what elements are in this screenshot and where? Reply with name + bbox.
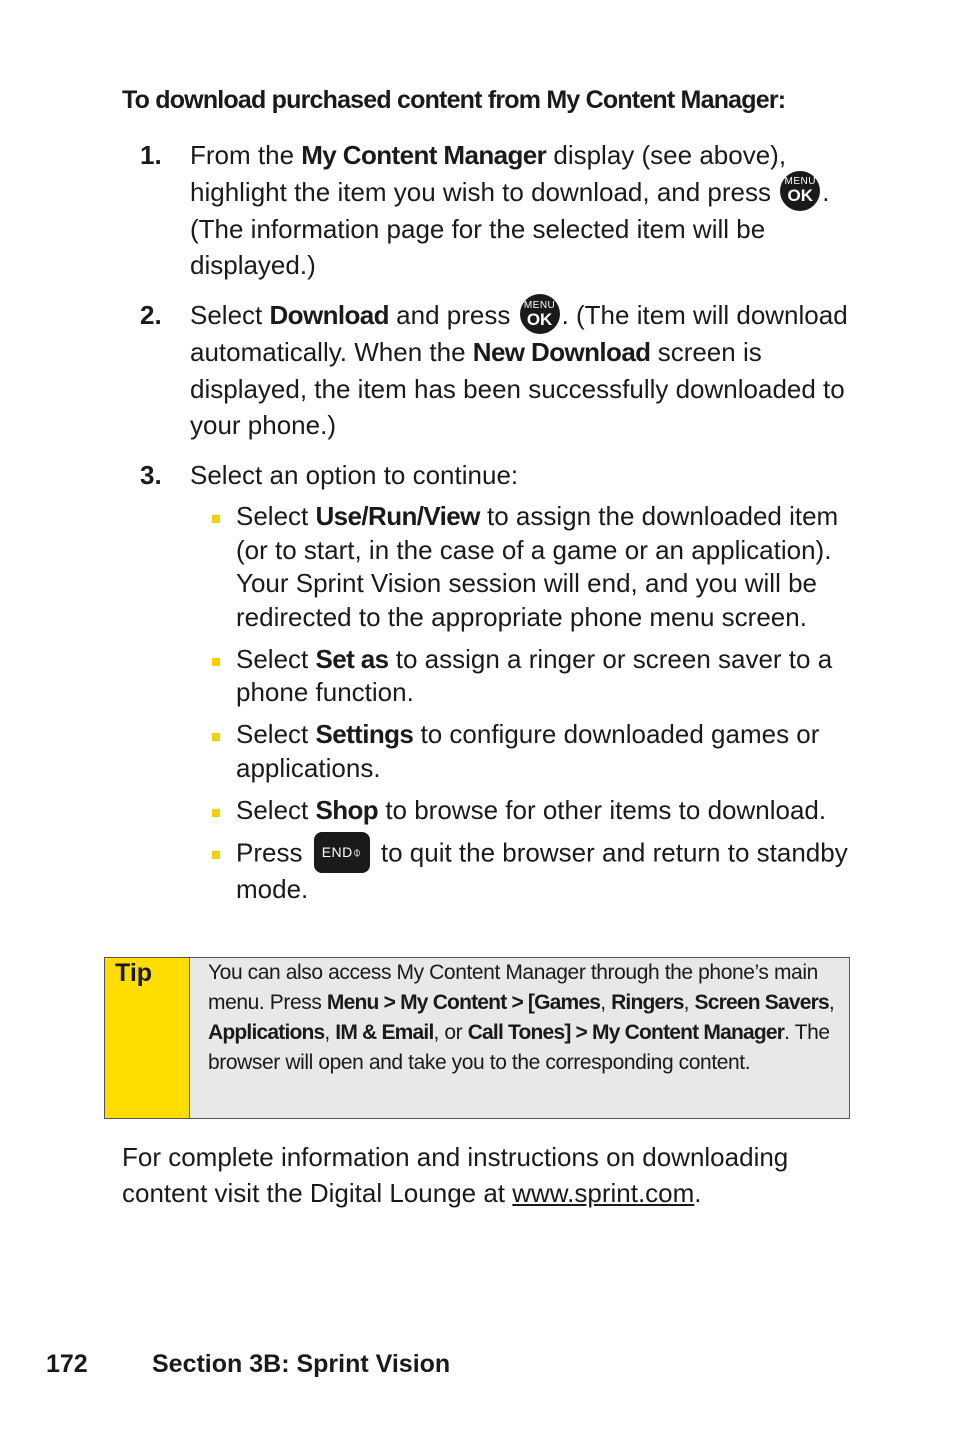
option-text: Select [236,794,316,825]
step-text-part: . (The information page for the selected item will be displayed.) [190,176,830,281]
tip-box [104,957,850,1119]
tip-text-part: , [828,991,835,1014]
tip-bold-term: Ringers [611,991,684,1014]
end-key-icon: END⌽ [314,832,370,874]
step-1 [140,137,865,284]
tip-text-part: , or [433,1021,468,1044]
menu-ok-key-icon [520,294,560,334]
option-text: Select [236,501,316,531]
option-text: to assign the downloaded item (or to start, in the case of a game or an application). Your Sprint Vision session will end, and you will be redirected to the appropriate phone menu screen. [236,501,839,632]
closing-text: For complete information and instructions on downloading content visit the Digital Lounge at [122,1142,789,1208]
bullet-square-icon [212,515,220,523]
option-text: to quit the browser and return to standby mode. [236,837,848,904]
step-bold-term: My Content Manager [301,140,547,170]
step-text-part: . (The item will download automatically. When the [190,300,848,368]
tip-label: Tip [105,958,190,1118]
tip-bold-term: Screen Savers [694,991,829,1014]
option-use-run-view [212,500,857,634]
bullet-square-icon [212,809,220,817]
option-text: Press [236,837,310,868]
option-text: Select [236,719,316,749]
key-label: MENU [784,176,816,188]
step-text-part: Select [190,300,270,330]
option-text: to browse for other items to download. [378,794,827,825]
step-number: 3. [140,460,162,490]
option-settings [212,718,857,785]
step-text-part: and press [388,300,518,330]
step-text-part: display (see above), highlight the item you wish to download, and press [190,140,787,207]
step-text-part: screen is displayed, the item has been successfully downloaded to your phone.) [190,337,845,441]
tip-bold-term: Menu > My Content > [Games [326,991,601,1014]
step-number: 1. [140,140,162,170]
option-term: Use/Run/View [315,501,480,531]
closing-text: . [694,1177,702,1208]
step-bold-term: New Download [472,337,651,368]
option-text: to assign a ringer or screen saver to a phone function. [236,643,833,707]
sprint-website-link[interactable]: www.sprint.com [512,1177,695,1208]
step-text-part: From the [190,140,302,170]
tip-text-part: , [324,1021,336,1044]
key-label: OK [526,309,553,329]
option-end [212,836,857,907]
option-list [212,500,857,915]
menu-ok-key-icon [780,171,820,211]
option-shop [212,794,857,828]
key-label: MENU [523,299,556,311]
tip-bold-term: IM & Email [335,1021,434,1044]
option-term: Settings [315,719,414,749]
option-text: to configure downloaded games or applications. [236,719,820,783]
tip-text-part: . The browser will open and take you to the corresponding content. [208,1021,830,1074]
page-footer [46,1350,450,1379]
bullet-square-icon [212,658,220,666]
option-term: Set as [315,643,389,674]
step-text: Select an option to continue: [190,460,519,490]
step-3 [140,457,865,494]
tip-text-part: , [683,991,695,1014]
option-text: Select [236,643,316,674]
bullet-square-icon [212,733,220,741]
option-set-as [212,643,857,710]
tip-bold-term: Applications [208,1021,325,1044]
page-number: 172 [46,1350,88,1378]
tip-text-part: You can also access My Content Manager through the phone’s main menu. Press [208,961,818,1014]
closing-paragraph [122,1140,862,1211]
option-term: Shop [315,794,379,825]
step-text [190,297,865,444]
step-bold-term: Download [269,300,389,330]
bullet-square-icon [212,851,220,859]
step-2 [140,297,865,444]
step-number: 2. [140,300,162,330]
heading: To download purchased content from My Content Manager: [122,86,786,114]
step-text [190,137,865,284]
tip-bold-term: Call Tones] > My Content Manager [467,1021,785,1044]
section-title: Section 3B: Sprint Vision [152,1350,451,1378]
tip-text [190,958,849,1118]
tip-text-part: , [600,991,612,1014]
key-label: OK [787,186,813,206]
